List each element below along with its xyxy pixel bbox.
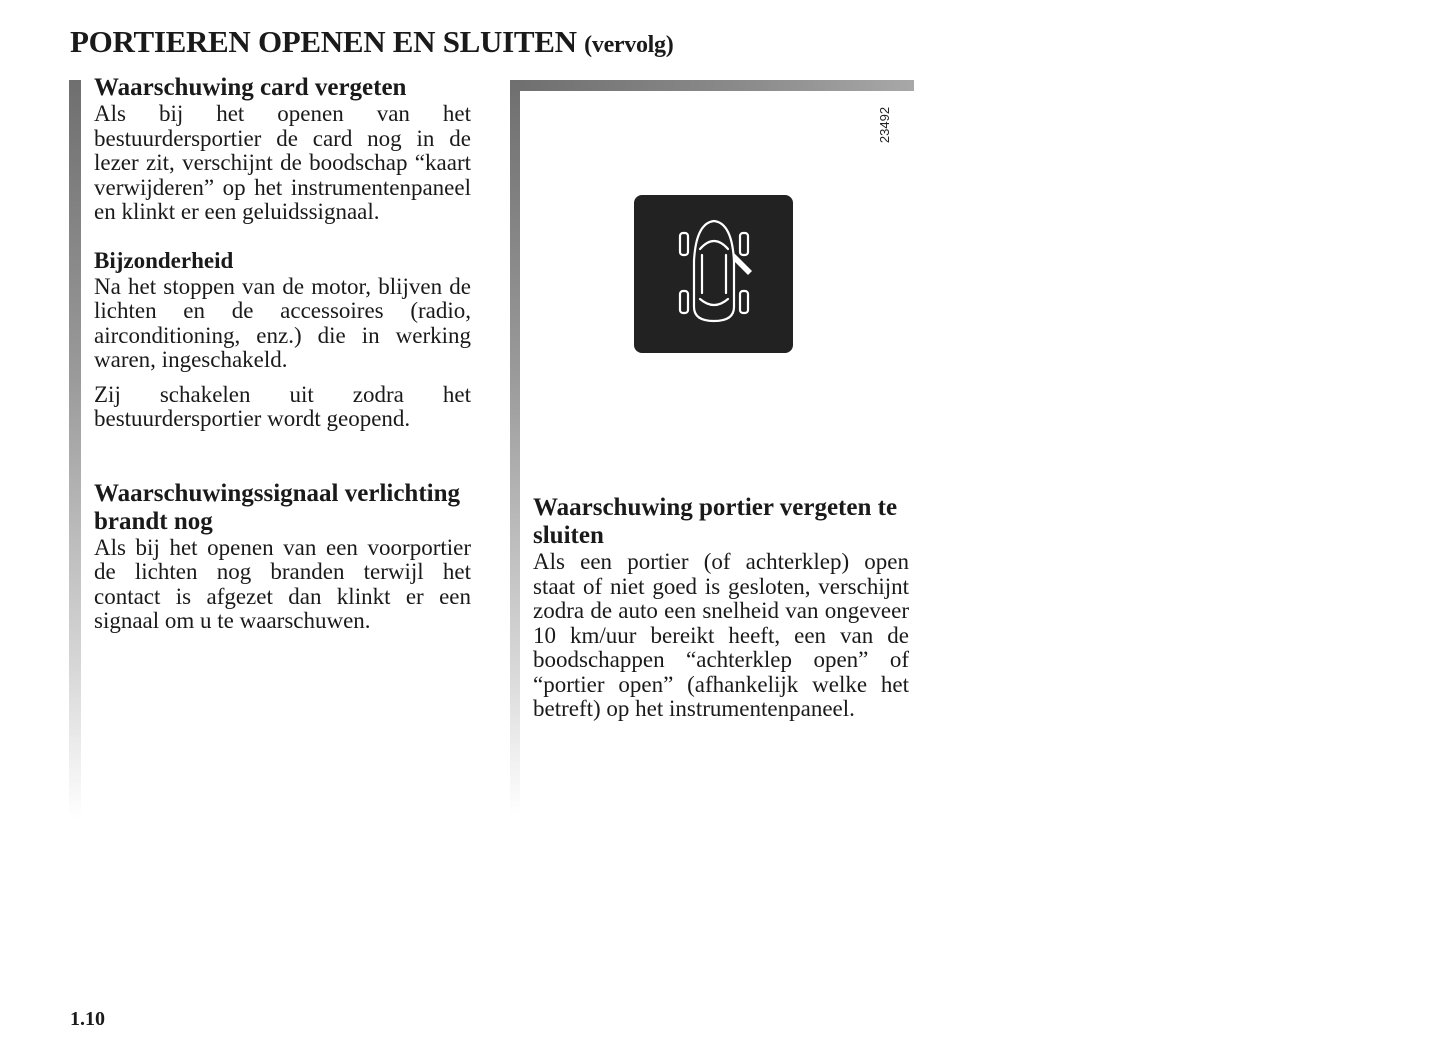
section-text-card-forgotten: Als bij het openen van het bestuurdersportier de card nog in de lezer zit, verschijnt de boodschap “kaart verwijderen” op het instrumentenpaneel en klinkt er een geluidssignaal. bbox=[94, 101, 471, 224]
right-column bbox=[533, 494, 909, 722]
section-heading-door-open: Waarschuwing portier vergeten te sluiten bbox=[533, 494, 898, 549]
section-heading-lights-on: Waarschuwingssignaal verlichting brandt nog bbox=[94, 479, 461, 535]
page-title-suffix: (vervolg) bbox=[584, 32, 674, 58]
page-title-main: PORTIEREN OPENEN EN SLUITEN bbox=[70, 24, 577, 59]
right-column-top-bar bbox=[510, 80, 914, 91]
figure-id: 23492 bbox=[877, 106, 892, 144]
section-heading-particularity: Bijzonderheid bbox=[94, 247, 234, 273]
car-door-open-warning-icon bbox=[634, 195, 793, 353]
page-title bbox=[70, 24, 673, 60]
warning-display-panel bbox=[634, 195, 793, 353]
section-text-door-open: Als een portier (of achterklep) open staat of niet goed is gesloten, verschijnt zodra de auto een snelheid van ongeveer 10 km/uur bereikt heeft, een van de boodschappen “achterklep open” of “portier open” (afhankelijk welke het betreft) op het instrumentenpaneel. bbox=[533, 549, 909, 721]
section-heading-card-forgotten: Waarschuwing card vergeten bbox=[94, 74, 407, 101]
section-text-particularity-1: Na het stoppen van de motor, blijven de lichten en de accessoires (radio, airconditioning, enz.) die in werking waren, ingeschakeld. bbox=[94, 273, 471, 372]
page-number: 1.10 bbox=[70, 1008, 105, 1030]
section-text-particularity-2: Zij schakelen uit zodra het bestuurdersportier wordt geopend. bbox=[94, 381, 471, 431]
left-column-bar bbox=[69, 80, 81, 820]
right-column-bar bbox=[510, 80, 520, 815]
section-text-lights-on: Als bij het openen van een voorportier de lichten nog branden terwijl het contact is afgezet dan klinkt er een signaal om u te waarschuwen. bbox=[94, 534, 471, 633]
left-column bbox=[94, 74, 471, 634]
